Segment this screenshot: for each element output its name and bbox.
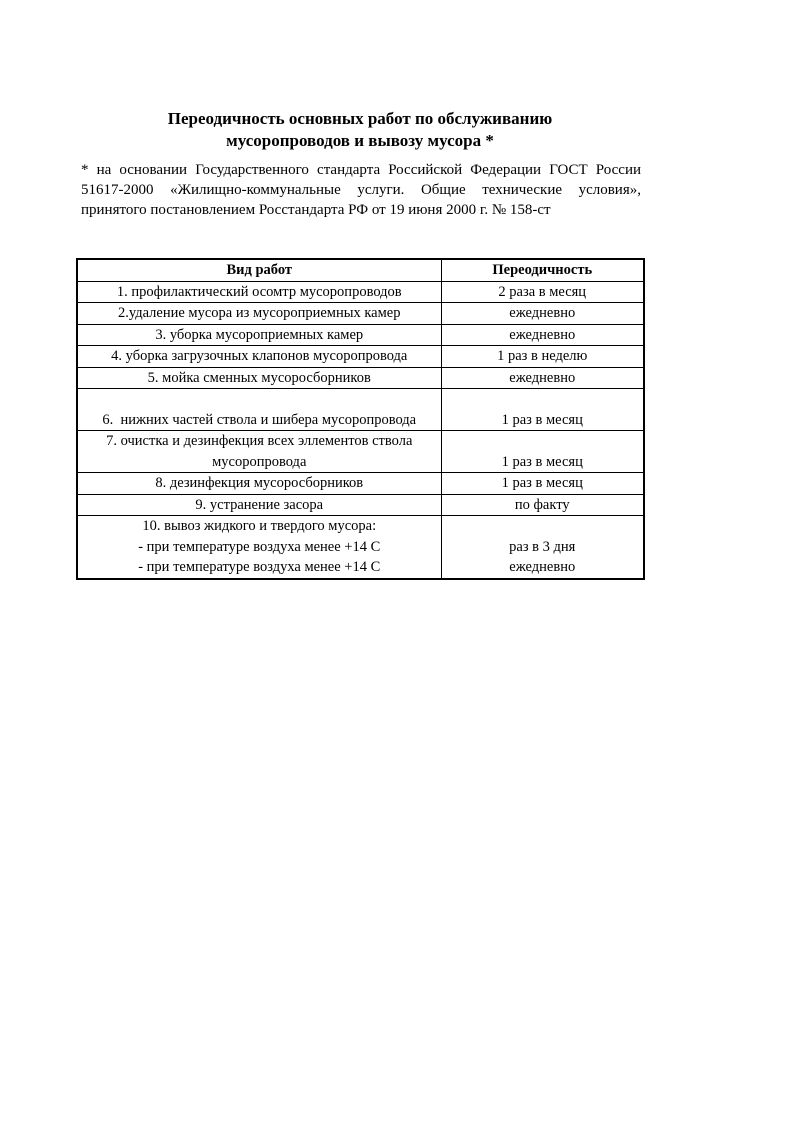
work-cell: 10. вывоз жидкого и твердого мусора: - при температуре воздуха менее +14 С - при температуре воздуха менее +14 С — [77, 516, 441, 579]
table-row — [77, 431, 644, 473]
table-row — [77, 303, 644, 325]
document-title — [100, 108, 620, 152]
table-row — [77, 473, 644, 495]
table-row — [77, 389, 644, 431]
work-cell: 3. уборка мусороприемных камер — [77, 324, 441, 346]
work-cell: 4. уборка загрузочных клапонов мусоропровода — [77, 346, 441, 368]
work-cell: 7. очистка и дезинфекция всех эллементов ствола мусоропровода — [77, 431, 441, 473]
table-row — [77, 494, 644, 516]
table-row — [77, 346, 644, 368]
header-work-type: Вид работ — [77, 259, 441, 281]
title-line-2: мусоропроводов и вывозу мусора * — [226, 131, 494, 150]
frequency-cell: 1 раз в неделю — [441, 346, 644, 368]
table-header-row — [77, 259, 644, 281]
maintenance-schedule-table — [76, 258, 645, 580]
work-cell: 9. устранение засора — [77, 494, 441, 516]
table-row — [77, 367, 644, 389]
frequency-cell: 1 раз в месяц — [441, 431, 644, 473]
frequency-cell: ежедневно — [441, 324, 644, 346]
work-cell: 2.удаление мусора из мусороприемных камер — [77, 303, 441, 325]
frequency-cell: 1 раз в месяц — [441, 473, 644, 495]
table-row — [77, 516, 644, 579]
work-cell: 8. дезинфекция мусоросборников — [77, 473, 441, 495]
work-cell: 5. мойка сменных мусоросборников — [77, 367, 441, 389]
frequency-cell: ежедневно — [441, 367, 644, 389]
footnote: * на основании Государственного стандарта Российской Федерации ГОСТ России 51617-2000 «Жилищно-коммунальные услуги. Общие технические условия», принятого постановлением Росстандарта РФ от 19 июня 2000 г. № 158-ст — [81, 162, 641, 218]
frequency-cell: 1 раз в месяц — [441, 389, 644, 431]
work-cell: 1. профилактический осомтр мусоропроводов — [77, 281, 441, 303]
frequency-cell: по факту — [441, 494, 644, 516]
header-frequency: Переодичность — [441, 259, 644, 281]
frequency-cell: раз в 3 дня ежедневно — [441, 516, 644, 579]
frequency-cell: ежедневно — [441, 303, 644, 325]
frequency-cell: 2 раза в месяц — [441, 281, 644, 303]
title-line-1: Переодичность основных работ по обслуживанию — [167, 109, 553, 128]
work-cell: 6. нижних частей ствола и шибера мусоропровода — [77, 389, 441, 431]
table-row — [77, 324, 644, 346]
table-row — [77, 281, 644, 303]
